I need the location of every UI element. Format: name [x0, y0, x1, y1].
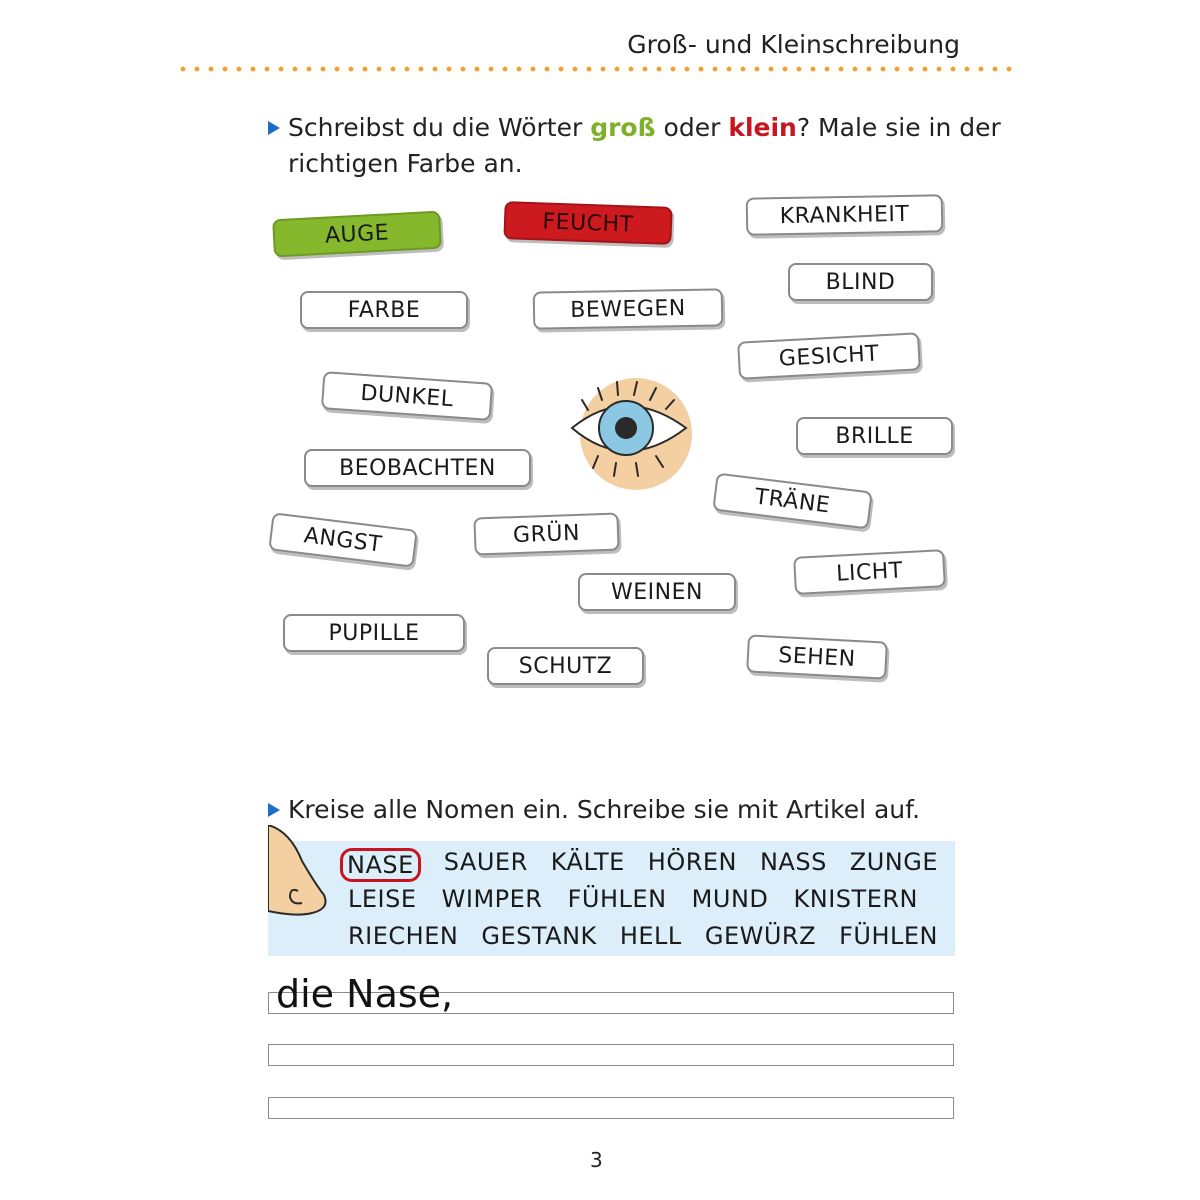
word-card-dunkel[interactable]: DUNKEL	[321, 371, 493, 421]
page-number: 3	[590, 1148, 603, 1172]
word-row-1	[348, 848, 938, 882]
word-fuehlen-2[interactable]: FÜHLEN	[839, 922, 938, 950]
word-riechen[interactable]: RIECHEN	[348, 922, 459, 950]
word-card-farbe[interactable]: FARBE	[300, 291, 468, 329]
word-card-beobachten[interactable]: BEOBACHTEN	[304, 449, 531, 487]
word-card-sehen[interactable]: SEHEN	[746, 634, 888, 679]
word-card-brille[interactable]: BRILLE	[796, 417, 953, 455]
word-card-gesicht[interactable]: GESICHT	[737, 332, 921, 379]
word-knistern[interactable]: KNISTERN	[793, 885, 918, 913]
task-1-text-line2: richtigen Farbe an.	[288, 149, 523, 178]
word-card-licht[interactable]: LICHT	[793, 549, 946, 595]
word-klein: klein	[728, 113, 797, 142]
word-wimper[interactable]: WIMPER	[441, 885, 543, 913]
dotted-divider	[176, 66, 1018, 72]
word-card-krankheit[interactable]: KRANKHEIT	[746, 194, 944, 235]
word-card-traene[interactable]: TRÄNE	[712, 473, 872, 530]
word-card-auge[interactable]: AUGE	[272, 211, 442, 258]
word-row-3	[348, 922, 938, 950]
word-sauer[interactable]: SAUER	[443, 848, 528, 876]
word-card-bewegen[interactable]: BEWEGEN	[533, 288, 724, 329]
word-hell[interactable]: HELL	[619, 922, 682, 950]
word-leise[interactable]: LEISE	[348, 885, 417, 913]
task-2-text: Kreise alle Nomen ein. Schreibe sie mit Artikel auf.	[288, 795, 921, 824]
page-header-title: Groß- und Kleinschreibung	[627, 30, 960, 59]
word-fuehlen[interactable]: FÜHLEN	[567, 885, 667, 913]
word-card-feucht[interactable]: FEUCHT	[503, 201, 672, 245]
word-card-gruen[interactable]: GRÜN	[473, 512, 619, 555]
word-card-blind[interactable]: BLIND	[788, 263, 933, 301]
task-1-text-b: oder	[655, 113, 729, 142]
word-nase[interactable]: NASE	[340, 848, 421, 882]
task-1-text-a: Schreibst du die Wörter	[288, 113, 591, 142]
word-row-2	[348, 885, 918, 913]
answer-text: die Nase,	[276, 972, 454, 1016]
task-1-text-c: ? Male sie in der	[796, 113, 1001, 142]
word-card-weinen[interactable]: WEINEN	[578, 573, 736, 611]
word-card-angst[interactable]: ANGST	[268, 512, 418, 568]
writing-line-2[interactable]	[268, 1044, 954, 1066]
task-arrow-icon	[268, 803, 280, 817]
eye-illustration	[566, 376, 696, 494]
task-1-instruction	[288, 110, 1001, 182]
word-zunge[interactable]: ZUNGE	[849, 848, 938, 876]
task-arrow-icon	[268, 121, 280, 135]
word-card-pupille[interactable]: PUPILLE	[283, 614, 465, 652]
word-gestank[interactable]: GESTANK	[481, 922, 597, 950]
word-hoeren[interactable]: HÖREN	[647, 848, 738, 876]
word-mund[interactable]: MUND	[691, 885, 769, 913]
nose-illustration	[268, 825, 338, 920]
task-2-instruction	[288, 792, 920, 828]
writing-line-3[interactable]	[268, 1097, 954, 1119]
word-gewuerz[interactable]: GEWÜRZ	[704, 922, 817, 950]
word-card-schutz[interactable]: SCHUTZ	[487, 647, 644, 685]
word-nass[interactable]: NASS	[759, 848, 827, 876]
word-gross: groß	[590, 113, 656, 142]
word-kaelte[interactable]: KÄLTE	[550, 848, 625, 876]
